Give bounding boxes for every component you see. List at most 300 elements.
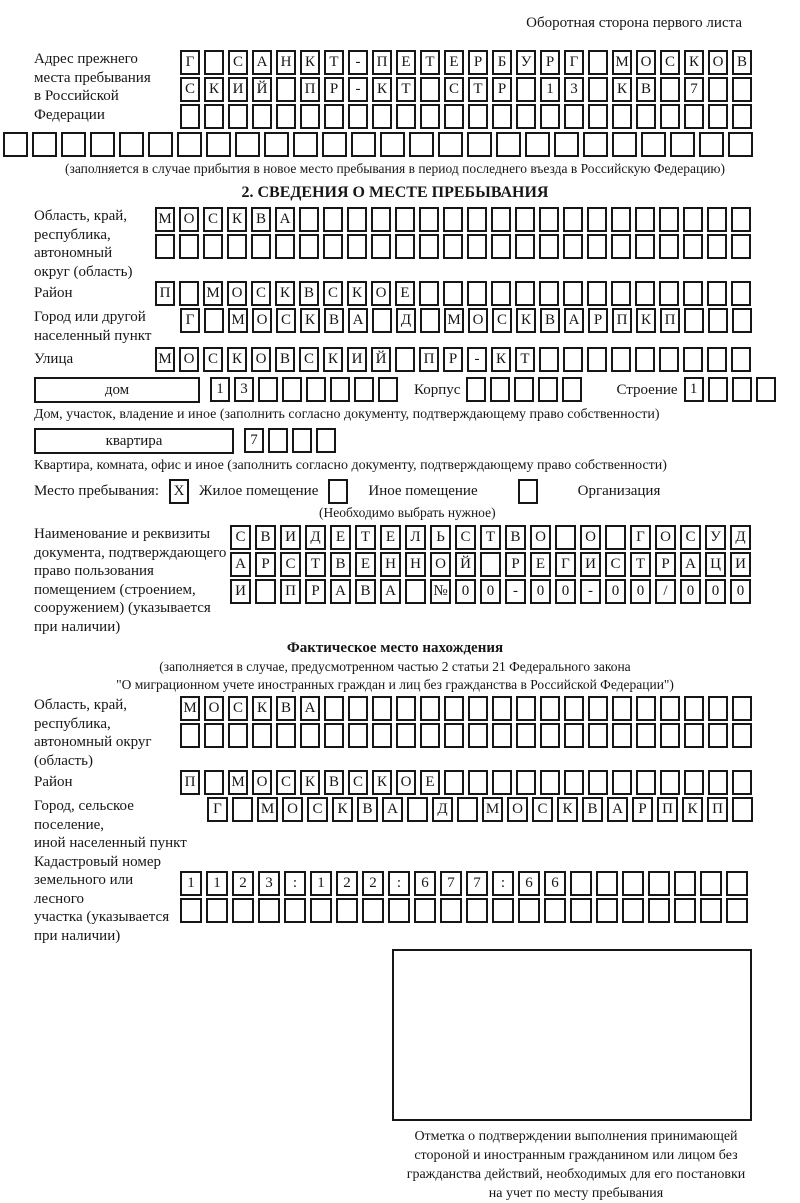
char-box[interactable] xyxy=(61,132,86,157)
char-box[interactable]: П xyxy=(155,281,175,306)
char-box[interactable]: Л xyxy=(405,525,426,550)
char-box[interactable] xyxy=(540,696,560,721)
char-box[interactable] xyxy=(583,132,608,157)
char-box[interactable]: 3 xyxy=(234,377,254,402)
char-box[interactable] xyxy=(732,308,752,333)
char-box[interactable]: Н xyxy=(380,552,401,577)
char-box[interactable] xyxy=(467,132,492,157)
char-box[interactable]: 0 xyxy=(605,579,626,604)
char-box[interactable] xyxy=(119,132,144,157)
char-box[interactable]: А xyxy=(607,797,628,822)
char-box[interactable] xyxy=(514,377,534,402)
char-box[interactable] xyxy=(155,234,175,259)
char-box[interactable] xyxy=(204,770,224,795)
char-box[interactable] xyxy=(252,104,272,129)
char-box[interactable]: Т xyxy=(396,77,416,102)
char-box[interactable] xyxy=(636,696,656,721)
char-box[interactable] xyxy=(612,723,632,748)
char-box[interactable]: Р xyxy=(655,552,676,577)
char-box[interactable] xyxy=(570,871,592,896)
char-box[interactable] xyxy=(516,770,536,795)
char-box[interactable]: / xyxy=(655,579,676,604)
char-box[interactable]: 7 xyxy=(466,871,488,896)
char-box[interactable] xyxy=(419,281,439,306)
char-box[interactable]: С xyxy=(444,77,464,102)
char-box[interactable] xyxy=(611,234,631,259)
char-box[interactable]: Е xyxy=(396,50,416,75)
char-box[interactable]: 1 xyxy=(206,871,228,896)
char-box[interactable] xyxy=(380,132,405,157)
char-box[interactable]: С xyxy=(280,552,301,577)
char-box[interactable] xyxy=(516,104,536,129)
char-box[interactable] xyxy=(299,234,319,259)
char-box[interactable] xyxy=(32,132,57,157)
char-box[interactable]: Е xyxy=(530,552,551,577)
char-box[interactable]: А xyxy=(300,696,320,721)
char-box[interactable]: В xyxy=(251,207,271,232)
char-box[interactable] xyxy=(372,104,392,129)
char-box[interactable]: 1 xyxy=(210,377,230,402)
char-box[interactable] xyxy=(177,132,202,157)
char-box[interactable]: 0 xyxy=(680,579,701,604)
char-box[interactable] xyxy=(180,898,202,923)
char-box[interactable]: О xyxy=(252,770,272,795)
char-box[interactable]: Т xyxy=(480,525,501,550)
char-box[interactable]: 0 xyxy=(555,579,576,604)
char-box[interactable] xyxy=(276,104,296,129)
char-box[interactable]: О xyxy=(636,50,656,75)
char-box[interactable]: И xyxy=(580,552,601,577)
char-box[interactable] xyxy=(444,723,464,748)
char-box[interactable]: Е xyxy=(380,525,401,550)
char-box[interactable] xyxy=(420,308,440,333)
char-box[interactable] xyxy=(515,281,535,306)
char-box[interactable]: Ь xyxy=(430,525,451,550)
char-box[interactable] xyxy=(323,234,343,259)
char-box[interactable] xyxy=(324,723,344,748)
char-box[interactable] xyxy=(491,281,511,306)
char-box[interactable]: - xyxy=(580,579,601,604)
char-box[interactable] xyxy=(179,281,199,306)
organization-checkbox[interactable] xyxy=(518,479,538,504)
char-box[interactable] xyxy=(563,234,583,259)
char-box[interactable] xyxy=(438,132,463,157)
char-box[interactable] xyxy=(268,428,288,453)
char-box[interactable] xyxy=(732,770,752,795)
char-box[interactable] xyxy=(516,77,536,102)
char-box[interactable] xyxy=(635,281,655,306)
char-box[interactable]: М xyxy=(444,308,464,333)
char-box[interactable] xyxy=(90,132,115,157)
char-box[interactable]: М xyxy=(228,308,248,333)
char-box[interactable] xyxy=(564,770,584,795)
char-box[interactable]: С xyxy=(251,281,271,306)
char-box[interactable]: Р xyxy=(540,50,560,75)
char-box[interactable]: М xyxy=(482,797,503,822)
char-box[interactable] xyxy=(492,723,512,748)
char-box[interactable]: Т xyxy=(630,552,651,577)
char-box[interactable] xyxy=(588,104,608,129)
char-box[interactable]: Т xyxy=(515,347,535,372)
char-box[interactable]: Е xyxy=(420,770,440,795)
char-box[interactable] xyxy=(731,347,751,372)
char-box[interactable] xyxy=(659,347,679,372)
char-box[interactable] xyxy=(683,234,703,259)
char-box[interactable]: Й xyxy=(455,552,476,577)
char-box[interactable] xyxy=(515,207,535,232)
char-box[interactable] xyxy=(492,104,512,129)
char-box[interactable] xyxy=(232,797,253,822)
char-box[interactable]: К xyxy=(323,347,343,372)
char-box[interactable] xyxy=(348,104,368,129)
char-box[interactable] xyxy=(539,234,559,259)
char-box[interactable]: В xyxy=(275,347,295,372)
char-box[interactable] xyxy=(540,104,560,129)
char-box[interactable]: Е xyxy=(330,525,351,550)
char-box[interactable]: О xyxy=(179,207,199,232)
char-box[interactable]: С xyxy=(180,77,200,102)
char-box[interactable] xyxy=(491,234,511,259)
char-box[interactable]: П xyxy=(280,579,301,604)
char-box[interactable]: О xyxy=(204,696,224,721)
char-box[interactable] xyxy=(371,234,391,259)
char-box[interactable]: К xyxy=(491,347,511,372)
char-box[interactable]: С xyxy=(323,281,343,306)
char-box[interactable] xyxy=(419,234,439,259)
char-box[interactable] xyxy=(708,723,728,748)
char-box[interactable] xyxy=(563,347,583,372)
char-box[interactable]: К xyxy=(682,797,703,822)
char-box[interactable]: 1 xyxy=(180,871,202,896)
char-box[interactable]: О xyxy=(251,347,271,372)
char-box[interactable] xyxy=(659,234,679,259)
char-box[interactable]: А xyxy=(348,308,368,333)
char-box[interactable]: 0 xyxy=(630,579,651,604)
char-box[interactable]: С xyxy=(455,525,476,550)
char-box[interactable] xyxy=(707,281,727,306)
char-box[interactable]: О xyxy=(530,525,551,550)
char-box[interactable] xyxy=(699,132,724,157)
char-box[interactable] xyxy=(732,377,752,402)
house-field[interactable] xyxy=(34,377,200,403)
char-box[interactable]: В xyxy=(276,696,296,721)
char-box[interactable]: О xyxy=(227,281,247,306)
char-box[interactable] xyxy=(300,723,320,748)
char-box[interactable]: А xyxy=(382,797,403,822)
char-box[interactable] xyxy=(636,723,656,748)
char-box[interactable]: Р xyxy=(305,579,326,604)
char-box[interactable] xyxy=(564,104,584,129)
char-box[interactable] xyxy=(563,281,583,306)
other-premises-checkbox[interactable] xyxy=(328,479,348,504)
char-box[interactable]: С xyxy=(299,347,319,372)
char-box[interactable] xyxy=(264,132,289,157)
char-box[interactable] xyxy=(707,207,727,232)
char-box[interactable]: О xyxy=(507,797,528,822)
char-box[interactable]: О xyxy=(580,525,601,550)
char-box[interactable] xyxy=(354,377,374,402)
char-box[interactable] xyxy=(635,234,655,259)
char-box[interactable]: У xyxy=(705,525,726,550)
char-box[interactable]: В xyxy=(324,308,344,333)
char-box[interactable] xyxy=(683,281,703,306)
char-box[interactable]: О xyxy=(252,308,272,333)
char-box[interactable]: К xyxy=(252,696,272,721)
char-box[interactable] xyxy=(258,898,280,923)
char-box[interactable] xyxy=(587,281,607,306)
char-box[interactable]: П xyxy=(660,308,680,333)
char-box[interactable] xyxy=(252,723,272,748)
char-box[interactable]: Ц xyxy=(705,552,726,577)
char-box[interactable] xyxy=(468,770,488,795)
char-box[interactable] xyxy=(492,898,514,923)
char-box[interactable]: Р xyxy=(255,552,276,577)
char-box[interactable]: В xyxy=(505,525,526,550)
char-box[interactable] xyxy=(660,77,680,102)
char-box[interactable] xyxy=(323,207,343,232)
char-box[interactable] xyxy=(444,696,464,721)
char-box[interactable]: 3 xyxy=(258,871,280,896)
char-box[interactable]: О xyxy=(655,525,676,550)
char-box[interactable] xyxy=(732,104,752,129)
char-box[interactable]: Д xyxy=(305,525,326,550)
char-box[interactable] xyxy=(588,77,608,102)
char-box[interactable] xyxy=(362,898,384,923)
char-box[interactable]: 1 xyxy=(310,871,332,896)
char-box[interactable]: П xyxy=(180,770,200,795)
char-box[interactable] xyxy=(251,234,271,259)
char-box[interactable] xyxy=(700,898,722,923)
char-box[interactable]: И xyxy=(347,347,367,372)
char-box[interactable] xyxy=(378,377,398,402)
char-box[interactable] xyxy=(660,723,680,748)
char-box[interactable] xyxy=(491,207,511,232)
char-box[interactable] xyxy=(467,234,487,259)
char-box[interactable] xyxy=(732,723,752,748)
char-box[interactable]: И xyxy=(280,525,301,550)
char-box[interactable]: О xyxy=(282,797,303,822)
char-box[interactable] xyxy=(324,104,344,129)
char-box[interactable] xyxy=(306,377,326,402)
char-box[interactable] xyxy=(726,871,748,896)
char-box[interactable] xyxy=(728,132,753,157)
char-box[interactable]: 6 xyxy=(518,871,540,896)
char-box[interactable] xyxy=(466,377,486,402)
char-box[interactable] xyxy=(396,104,416,129)
char-box[interactable] xyxy=(539,281,559,306)
char-box[interactable]: А xyxy=(230,552,251,577)
char-box[interactable] xyxy=(232,898,254,923)
char-box[interactable]: О xyxy=(468,308,488,333)
char-box[interactable] xyxy=(515,234,535,259)
char-box[interactable]: В xyxy=(636,77,656,102)
char-box[interactable] xyxy=(708,377,728,402)
char-box[interactable]: 0 xyxy=(530,579,551,604)
char-box[interactable]: К xyxy=(300,50,320,75)
char-box[interactable] xyxy=(732,77,752,102)
char-box[interactable]: Н xyxy=(405,552,426,577)
char-box[interactable] xyxy=(148,132,173,157)
char-box[interactable]: М xyxy=(155,347,175,372)
char-box[interactable] xyxy=(660,104,680,129)
char-box[interactable] xyxy=(587,347,607,372)
char-box[interactable]: К xyxy=(636,308,656,333)
char-box[interactable]: С xyxy=(307,797,328,822)
char-box[interactable]: Р xyxy=(468,50,488,75)
char-box[interactable]: И xyxy=(730,552,751,577)
char-box[interactable] xyxy=(492,770,512,795)
char-box[interactable]: В xyxy=(732,50,752,75)
char-box[interactable] xyxy=(466,898,488,923)
char-box[interactable] xyxy=(660,770,680,795)
char-box[interactable]: С xyxy=(228,696,248,721)
char-box[interactable] xyxy=(612,132,637,157)
char-box[interactable] xyxy=(587,234,607,259)
char-box[interactable] xyxy=(204,50,224,75)
char-box[interactable]: Р xyxy=(632,797,653,822)
char-box[interactable]: И xyxy=(228,77,248,102)
char-box[interactable]: Е xyxy=(395,281,415,306)
char-box[interactable] xyxy=(540,723,560,748)
char-box[interactable]: С xyxy=(660,50,680,75)
char-box[interactable]: С xyxy=(230,525,251,550)
char-box[interactable] xyxy=(420,77,440,102)
char-box[interactable]: К xyxy=(557,797,578,822)
char-box[interactable] xyxy=(310,898,332,923)
char-box[interactable] xyxy=(708,308,728,333)
char-box[interactable] xyxy=(467,281,487,306)
char-box[interactable] xyxy=(683,347,703,372)
char-box[interactable]: Т xyxy=(324,50,344,75)
char-box[interactable] xyxy=(708,104,728,129)
char-box[interactable] xyxy=(371,207,391,232)
char-box[interactable] xyxy=(3,132,28,157)
char-box[interactable] xyxy=(203,234,223,259)
char-box[interactable] xyxy=(596,871,618,896)
char-box[interactable] xyxy=(707,347,727,372)
char-box[interactable]: К xyxy=(275,281,295,306)
char-box[interactable] xyxy=(179,234,199,259)
char-box[interactable]: С xyxy=(605,552,626,577)
char-box[interactable]: О xyxy=(179,347,199,372)
char-box[interactable] xyxy=(525,132,550,157)
char-box[interactable]: 3 xyxy=(564,77,584,102)
char-box[interactable]: Г xyxy=(180,308,200,333)
char-box[interactable]: : xyxy=(388,871,410,896)
char-box[interactable] xyxy=(564,696,584,721)
char-box[interactable] xyxy=(468,104,488,129)
char-box[interactable]: С xyxy=(276,308,296,333)
char-box[interactable] xyxy=(443,281,463,306)
char-box[interactable]: 6 xyxy=(414,871,436,896)
char-box[interactable]: С xyxy=(492,308,512,333)
char-box[interactable] xyxy=(708,696,728,721)
char-box[interactable] xyxy=(563,207,583,232)
char-box[interactable] xyxy=(611,347,631,372)
char-box[interactable] xyxy=(420,696,440,721)
char-box[interactable] xyxy=(440,898,462,923)
char-box[interactable] xyxy=(330,377,350,402)
char-box[interactable] xyxy=(235,132,260,157)
char-box[interactable]: М xyxy=(155,207,175,232)
char-box[interactable] xyxy=(562,377,582,402)
residential-checkbox[interactable]: X xyxy=(169,479,189,504)
char-box[interactable] xyxy=(228,723,248,748)
char-box[interactable]: В xyxy=(582,797,603,822)
char-box[interactable]: М xyxy=(257,797,278,822)
char-box[interactable]: С xyxy=(276,770,296,795)
char-box[interactable] xyxy=(732,696,752,721)
char-box[interactable]: Д xyxy=(432,797,453,822)
char-box[interactable]: С xyxy=(203,207,223,232)
char-box[interactable] xyxy=(409,132,434,157)
char-box[interactable] xyxy=(467,207,487,232)
char-box[interactable] xyxy=(612,104,632,129)
char-box[interactable]: - xyxy=(467,347,487,372)
char-box[interactable]: К xyxy=(516,308,536,333)
char-box[interactable]: Б xyxy=(492,50,512,75)
char-box[interactable] xyxy=(570,898,592,923)
apartment-field[interactable] xyxy=(34,428,234,454)
char-box[interactable]: П xyxy=(372,50,392,75)
char-box[interactable]: С xyxy=(532,797,553,822)
char-box[interactable]: О xyxy=(371,281,391,306)
char-box[interactable] xyxy=(539,347,559,372)
char-box[interactable] xyxy=(684,770,704,795)
char-box[interactable]: В xyxy=(299,281,319,306)
char-box[interactable]: Т xyxy=(420,50,440,75)
char-box[interactable]: С xyxy=(203,347,223,372)
char-box[interactable] xyxy=(206,898,228,923)
char-box[interactable]: О xyxy=(396,770,416,795)
char-box[interactable] xyxy=(395,234,415,259)
char-box[interactable]: - xyxy=(348,77,368,102)
char-box[interactable] xyxy=(540,770,560,795)
char-box[interactable]: П xyxy=(419,347,439,372)
char-box[interactable]: Й xyxy=(252,77,272,102)
char-box[interactable] xyxy=(670,132,695,157)
char-box[interactable] xyxy=(347,207,367,232)
char-box[interactable]: Р xyxy=(588,308,608,333)
char-box[interactable]: М xyxy=(203,281,223,306)
char-box[interactable]: К xyxy=(684,50,704,75)
char-box[interactable] xyxy=(204,308,224,333)
char-box[interactable] xyxy=(708,77,728,102)
char-box[interactable]: О xyxy=(708,50,728,75)
char-box[interactable] xyxy=(612,770,632,795)
char-box[interactable]: : xyxy=(492,871,514,896)
char-box[interactable] xyxy=(756,377,776,402)
char-box[interactable] xyxy=(457,797,478,822)
char-box[interactable] xyxy=(674,898,696,923)
char-box[interactable]: Д xyxy=(396,308,416,333)
char-box[interactable] xyxy=(588,723,608,748)
char-box[interactable] xyxy=(622,898,644,923)
char-box[interactable]: - xyxy=(505,579,526,604)
char-box[interactable]: 1 xyxy=(540,77,560,102)
char-box[interactable]: А xyxy=(380,579,401,604)
char-box[interactable] xyxy=(496,132,521,157)
char-box[interactable] xyxy=(516,696,536,721)
char-box[interactable]: 0 xyxy=(455,579,476,604)
char-box[interactable] xyxy=(612,696,632,721)
char-box[interactable] xyxy=(206,132,231,157)
char-box[interactable] xyxy=(635,207,655,232)
char-box[interactable] xyxy=(468,696,488,721)
char-box[interactable] xyxy=(707,234,727,259)
char-box[interactable]: П xyxy=(612,308,632,333)
char-box[interactable] xyxy=(596,898,618,923)
